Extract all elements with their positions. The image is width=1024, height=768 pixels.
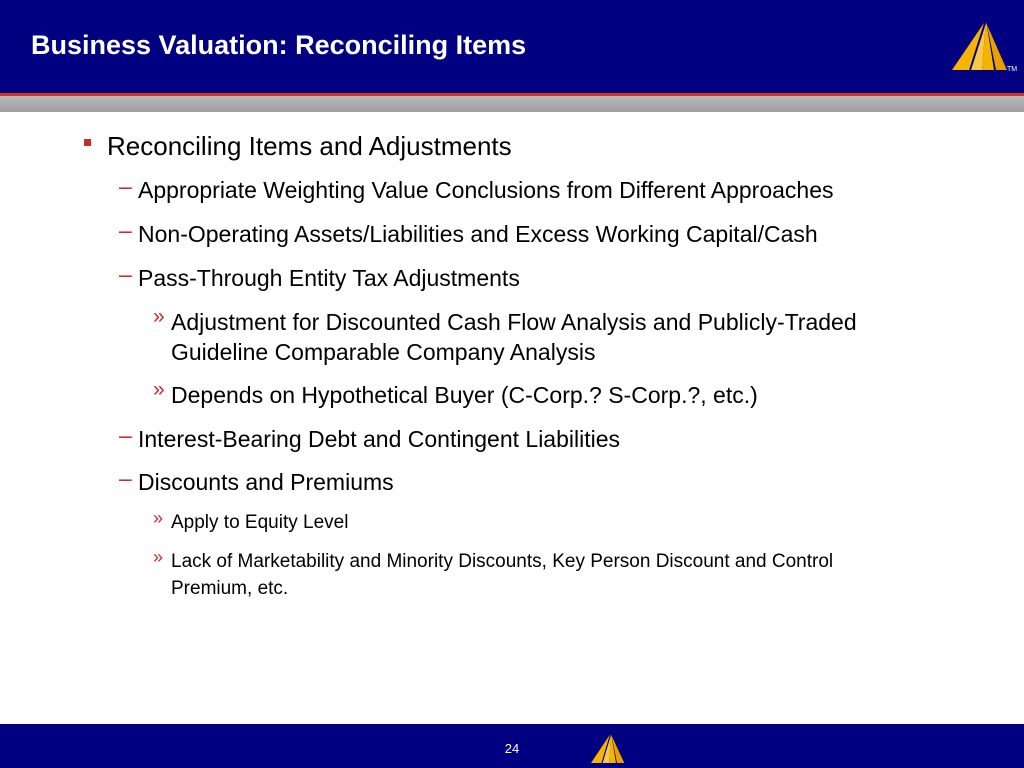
bullet-level1: Reconciling Items and Adjustments <box>107 131 512 161</box>
dash-bullet-icon: – <box>119 422 132 448</box>
slide-body <box>0 112 1024 724</box>
slide-footer <box>0 724 1024 768</box>
header-gray-band <box>0 96 1024 112</box>
trademark-label: TM <box>1007 66 1018 73</box>
square-bullet-icon <box>84 139 91 146</box>
dash-bullet-icon: – <box>119 173 132 199</box>
double-chevron-icon: » <box>153 305 165 328</box>
dash-bullet-icon: – <box>119 217 132 243</box>
footer-logo-icon <box>589 731 634 767</box>
bullet-level2: Pass-Through Entity Tax Adjustments <box>138 265 520 291</box>
bullet-level3-continuation: Premium, etc. <box>171 578 289 599</box>
dash-bullet-icon: – <box>119 261 132 287</box>
bullet-level3: Lack of Marketability and Minority Discounts, Key Person Discount and Control <box>171 551 834 572</box>
slide-title: Business Valuation: Reconciling Items <box>31 30 527 60</box>
slide-header <box>0 0 1024 93</box>
double-chevron-icon: » <box>153 508 164 528</box>
bullet-level3: Apply to Equity Level <box>171 512 349 533</box>
company-logo-icon <box>948 16 1018 80</box>
bullet-level2: Interest-Bearing Debt and Contingent Liabilities <box>138 426 621 452</box>
bullet-level2: Appropriate Weighting Value Conclusions from Different Approaches <box>138 177 834 203</box>
bullet-level2: Discounts and Premiums <box>138 469 394 495</box>
double-chevron-icon: » <box>153 378 165 401</box>
bullet-level3: Adjustment for Discounted Cash Flow Analysis and Publicly-Traded <box>171 309 857 335</box>
dash-bullet-icon: – <box>119 465 132 491</box>
bullet-level2: Non-Operating Assets/Liabilities and Excess Working Capital/Cash <box>138 221 818 247</box>
bullet-level3-continuation: Guideline Comparable Company Analysis <box>171 339 596 365</box>
double-chevron-icon: » <box>153 547 164 567</box>
page-number: 24 <box>504 741 520 756</box>
bullet-level3: Depends on Hypothetical Buyer (C-Corp.? S-Corp.?, etc.) <box>171 382 758 408</box>
